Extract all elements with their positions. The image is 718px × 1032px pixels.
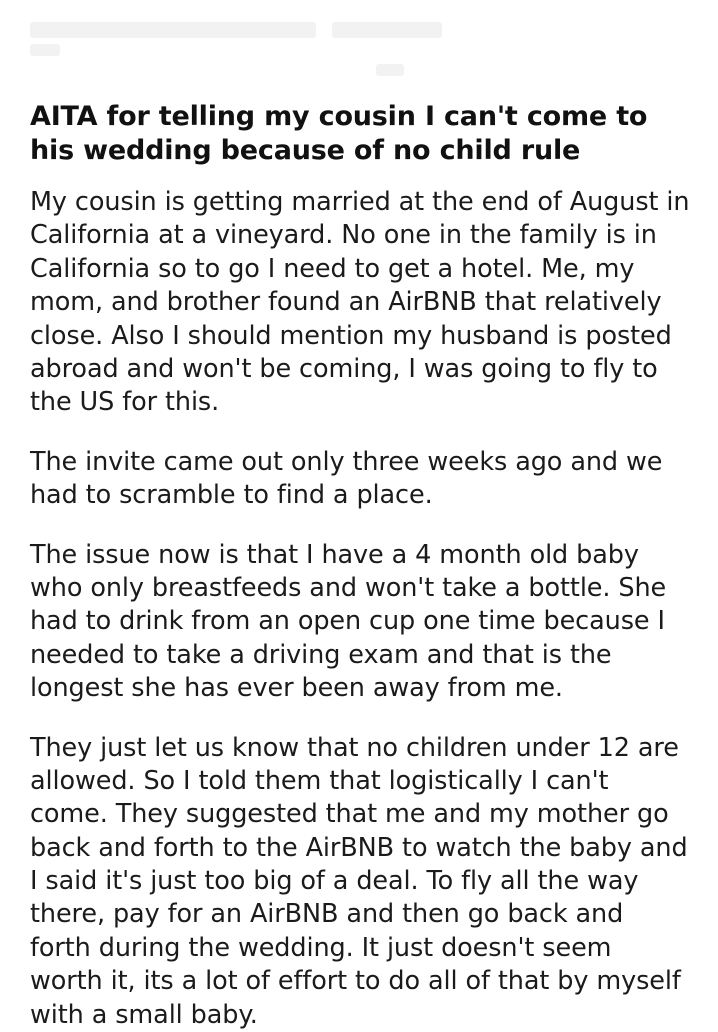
post-content	[30, 100, 690, 1032]
post-paragraph: The invite came out only three weeks ago and we had to scramble to find a place.	[30, 446, 690, 513]
post-paragraph: My cousin is getting married at the end of August in California at a vineyard. No one in the family is in California so to go I need to get a hotel. Me, my mom, and brother found an AirBNB that relatively close. Also I should mention my husband is posted abroad and won't be coming, I was going to fly to the US for this.	[30, 186, 690, 420]
header-placeholder-bar	[376, 64, 404, 76]
post-body	[30, 186, 690, 1032]
faded-header-area	[0, 0, 718, 96]
header-placeholder-bar	[30, 22, 316, 38]
post-title: AITA for telling my cousin I can't come to his wedding because of no child rule	[30, 100, 675, 168]
header-placeholder-bar	[332, 22, 442, 38]
header-placeholder-bar	[30, 44, 60, 56]
post-paragraph: The issue now is that I have a 4 month old baby who only breastfeeds and won't take a bottle. She had to drink from an open cup one time because I needed to take a driving exam and that is the longest she has ever been away from me.	[30, 539, 690, 706]
post-paragraph: They just let us know that no children under 12 are allowed. So I told them that logistically I can't come. They suggested that me and my mother go back and forth to the AirBNB to watch the baby and I said it's just too big of a deal. To fly all the way there, pay for an AirBNB and then go back and forth during the wedding. It just doesn't seem worth it, its a lot of effort to do all of that by myself with a small baby.	[30, 732, 690, 1032]
